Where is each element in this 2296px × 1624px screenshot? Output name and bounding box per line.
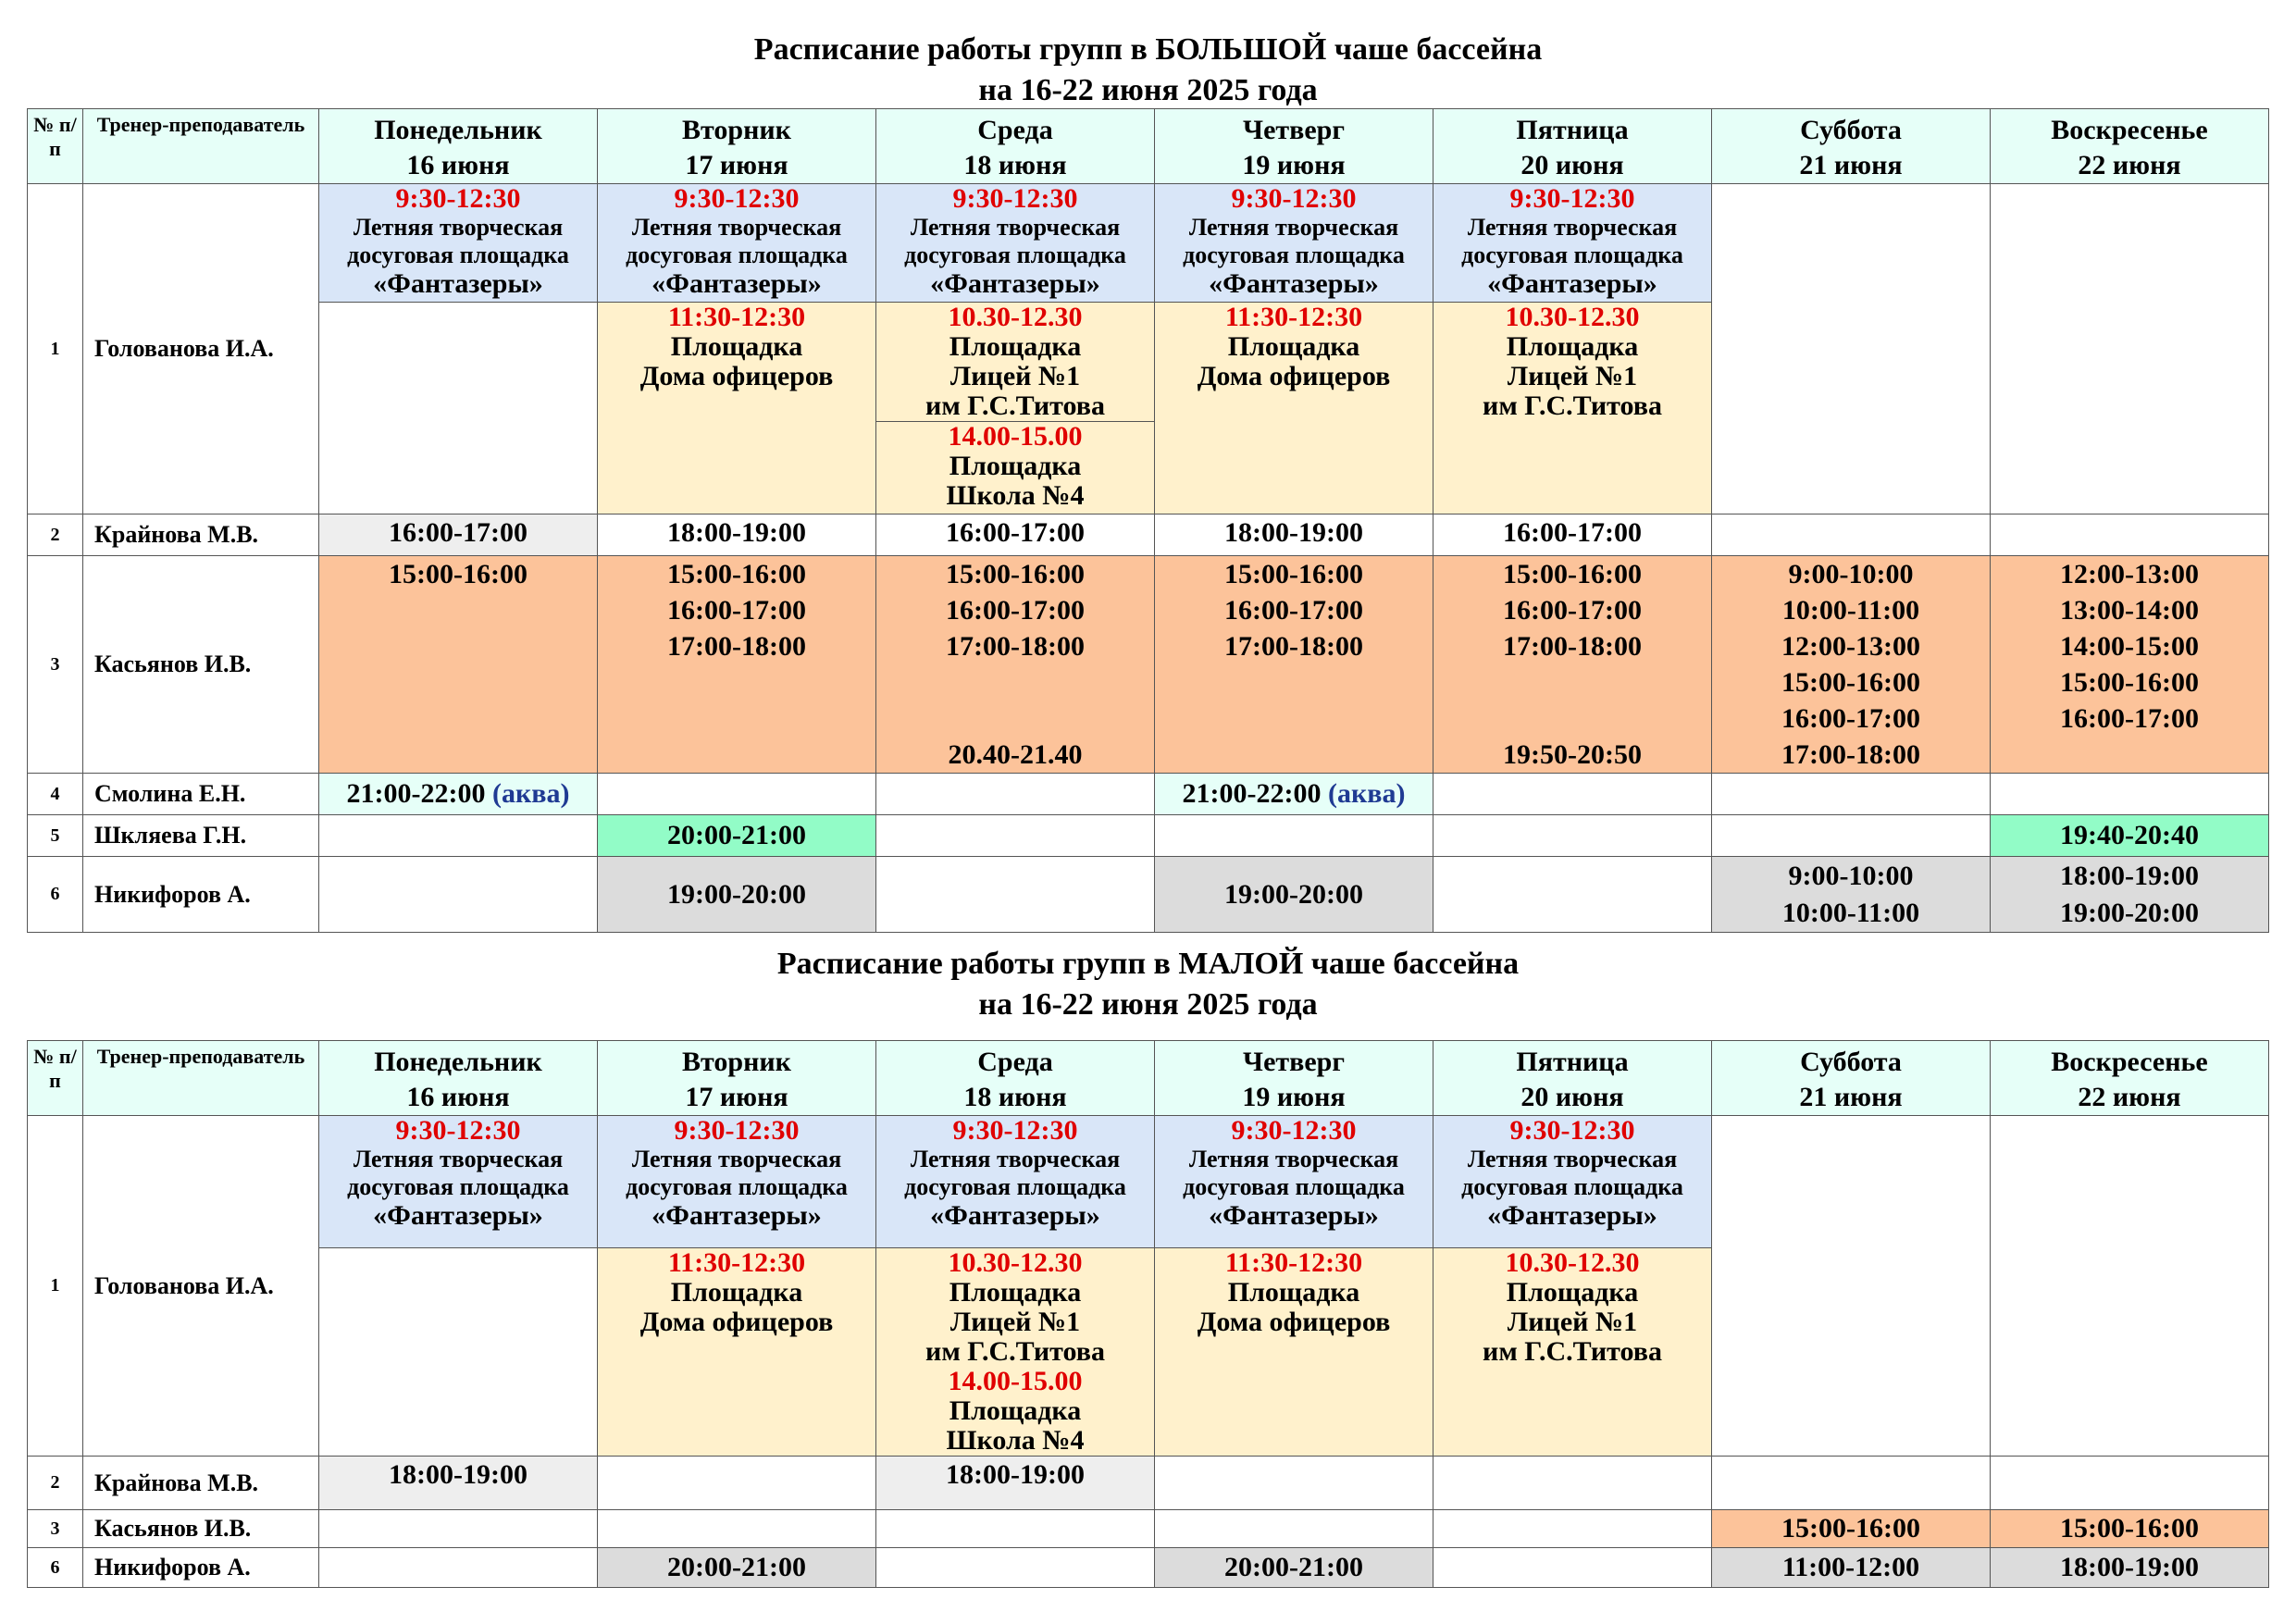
time-cell: 15:00-16:00 16:00-17:00 17:00-18:00 [1155,556,1433,774]
row-num: 6 [28,857,83,933]
empty-cell [1991,184,2269,514]
empty-cell [319,857,598,933]
time-cell: 18:00-19:00 [1991,1548,2269,1588]
time-cell: 9:00-10:00 10:00-11:00 12:00-13:00 15:00-16:00 16:00-17:00 17:00-18:00 [1712,556,1991,774]
table-row [28,1510,2269,1548]
trainer-name: Касьянов И.В. [83,556,319,774]
empty-cell [319,1248,598,1457]
time-cell: 16:00-17:00 [876,514,1155,556]
small-subtitle: на 16-22 июня 2025 года [978,987,1318,1022]
header-trainer: Тренер-преподаватель [83,109,319,184]
empty-cell [1991,774,2269,815]
camp-cell: 9:30-12:30 Летняя творческая досуговая площадка «Фантазеры» [1433,1116,1712,1248]
time-cell: 15:00-16:00 16:00-17:00 17:00-18:00 20.40-21.40 [876,556,1155,774]
row-num: 3 [28,1510,83,1548]
table-row [28,184,2269,303]
camp-cell: 9:30-12:30 Летняя творческая досуговая площадка «Фантазеры» [876,184,1155,303]
row-num: 3 [28,556,83,774]
empty-cell [598,774,876,815]
row-num: 1 [28,184,83,514]
header-tue: Вторник 17 июня [598,1041,876,1116]
header-mon: Понедельник 16 июня [319,1041,598,1116]
time-cell: 18:00-19:00 [876,1457,1155,1510]
trainer-name: Касьянов И.В. [83,1510,319,1548]
time-cell: 15:00-16:00 [1991,1510,2269,1548]
venue-cell: 10.30-12.30 Площадка Лицей №1 им Г.С.Титова 14.00-15.00 Площадка Школа №4 [876,1248,1155,1457]
table-row [28,1457,2269,1510]
venue-cell: 10.30-12.30 Площадка Лицей №1 им Г.С.Титова [1433,1248,1712,1457]
empty-cell [319,1548,598,1588]
empty-cell [319,303,598,514]
empty-cell [876,1510,1155,1548]
venue-cell: 11:30-12:30 Площадка Дома офицеров [1155,303,1433,514]
table-row [28,1116,2269,1248]
row-num: 2 [28,514,83,556]
time-cell: 18:00-19:00 19:00-20:00 [1991,857,2269,933]
table-row [28,514,2269,556]
time-cell: 19:00-20:00 [1155,857,1433,933]
empty-cell [1433,1510,1712,1548]
empty-cell [1433,815,1712,857]
row-num: 1 [28,1116,83,1457]
empty-cell [1712,774,1991,815]
row-num: 6 [28,1548,83,1588]
empty-cell [1155,1457,1433,1510]
time-cell: 12:00-13:00 13:00-14:00 14:00-15:00 15:00-16:00 16:00-17:00 [1991,556,2269,774]
empty-cell [1991,1457,2269,1510]
venue-cell: 14.00-15.00 Площадка Школа №4 [876,422,1155,514]
time-cell: 16:00-17:00 [1433,514,1712,556]
empty-cell [876,774,1155,815]
header-thu: Четверг 19 июня [1155,109,1433,184]
big-subtitle: на 16-22 июня 2025 года [978,73,1318,107]
row-num: 5 [28,815,83,857]
header-wed: Среда 18 июня [876,1041,1155,1116]
table-row [28,774,2269,815]
time-cell: 15:00-16:00 [1712,1510,1991,1548]
header-row [28,109,2269,184]
camp-cell: 9:30-12:30 Летняя творческая досуговая площадка «Фантазеры» [876,1116,1155,1248]
empty-cell [876,815,1155,857]
empty-cell [1712,514,1991,556]
camp-cell: 9:30-12:30 Летняя творческая досуговая площадка «Фантазеры» [1155,1116,1433,1248]
time-cell: 18:00-19:00 [319,1457,598,1510]
header-sun: Воскресенье 22 июня [1991,109,2269,184]
empty-cell [1712,815,1991,857]
header-num: № п/п [28,109,83,184]
header-fri: Пятница 20 июня [1433,1041,1712,1116]
time-cell: 20:00-21:00 [1155,1548,1433,1588]
time-cell: 18:00-19:00 [1155,514,1433,556]
empty-cell [876,857,1155,933]
venue-cell: 11:30-12:30 Площадка Дома офицеров [598,1248,876,1457]
table-row [28,815,2269,857]
camp-cell: 9:30-12:30 Летняя творческая досуговая площадка «Фантазеры» [1433,184,1712,303]
venue-cell: 11:30-12:30 Площадка Дома офицеров [1155,1248,1433,1457]
empty-cell [1712,1116,1991,1457]
trainer-name: Смолина Е.Н. [83,774,319,815]
trainer-name: Крайнова М.В. [83,1457,319,1510]
trainer-name: Никифоров А. [83,1548,319,1588]
time-cell: 19:00-20:00 [598,857,876,933]
header-sat: Суббота 21 июня [1712,109,1991,184]
trainer-name: Шкляева Г.Н. [83,815,319,857]
time-cell: 21:00-22:00 (аква) [1155,774,1433,815]
trainer-name: Крайнова М.В. [83,514,319,556]
row-num: 4 [28,774,83,815]
venue-cell: 10.30-12.30 Площадка Лицей №1 им Г.С.Титова [1433,303,1712,514]
camp-cell: 9:30-12:30 Летняя творческая досуговая площадка «Фантазеры» [319,184,598,303]
empty-cell [1433,1548,1712,1588]
camp-cell: 9:30-12:30 Летняя творческая досуговая площадка «Фантазеры» [319,1116,598,1248]
empty-cell [1155,815,1433,857]
header-wed: Среда 18 июня [876,109,1155,184]
row-num: 2 [28,1457,83,1510]
table-row [28,1548,2269,1588]
header-thu: Четверг 19 июня [1155,1041,1433,1116]
time-cell: 20:00-21:00 [598,1548,876,1588]
header-mon: Понедельник 16 июня [319,109,598,184]
empty-cell [1433,1457,1712,1510]
big-title: Расписание работы групп в БОЛЬШОЙ чаше бассейна [753,32,1543,67]
venue-cell: 11:30-12:30 Площадка Дома офицеров [598,303,876,514]
empty-cell [1712,1457,1991,1510]
time-cell: 21:00-22:00 (аква) [319,774,598,815]
trainer-name: Голованова И.А. [83,1116,319,1457]
time-cell: 15:00-16:00 16:00-17:00 17:00-18:00 19:50-20:50 [1433,556,1712,774]
venue-cell: 10.30-12.30 Площадка Лицей №1 им Г.С.Титова [876,303,1155,422]
table-row [28,556,2269,774]
header-num: № п/п [28,1041,83,1116]
time-cell: 18:00-19:00 [598,514,876,556]
camp-cell: 9:30-12:30 Летняя творческая досуговая площадка «Фантазеры» [598,184,876,303]
empty-cell [1991,1116,2269,1457]
time-cell: 19:40-20:40 [1991,815,2269,857]
empty-cell [598,1510,876,1548]
small-title: Расписание работы групп в МАЛОЙ чаше бассейна [776,947,1520,981]
empty-cell [1712,184,1991,514]
header-trainer: Тренер-преподаватель [83,1041,319,1116]
table-row [28,857,2269,933]
empty-cell [1433,774,1712,815]
header-sun: Воскресенье 22 июня [1991,1041,2269,1116]
empty-cell [319,1510,598,1548]
header-row [28,1041,2269,1116]
small-schedule-table [27,1040,2269,1588]
time-cell: 16:00-17:00 [319,514,598,556]
time-cell: 15:00-16:00 16:00-17:00 17:00-18:00 [598,556,876,774]
empty-cell [319,815,598,857]
time-cell: 9:00-10:00 10:00-11:00 [1712,857,1991,933]
header-tue: Вторник 17 июня [598,109,876,184]
empty-cell [876,1548,1155,1588]
empty-cell [1433,857,1712,933]
camp-cell: 9:30-12:30 Летняя творческая досуговая площадка «Фантазеры» [1155,184,1433,303]
trainer-name: Голованова И.А. [83,184,319,514]
empty-cell [598,1457,876,1510]
empty-cell [1991,514,2269,556]
time-cell: 15:00-16:00 [319,556,598,774]
header-sat: Суббота 21 июня [1712,1041,1991,1116]
header-fri: Пятница 20 июня [1433,109,1712,184]
trainer-name: Никифоров А. [83,857,319,933]
big-schedule-table [27,108,2269,933]
camp-cell: 9:30-12:30 Летняя творческая досуговая площадка «Фантазеры» [598,1116,876,1248]
empty-cell [1155,1510,1433,1548]
time-cell: 20:00-21:00 [598,815,876,857]
time-cell: 11:00-12:00 [1712,1548,1991,1588]
